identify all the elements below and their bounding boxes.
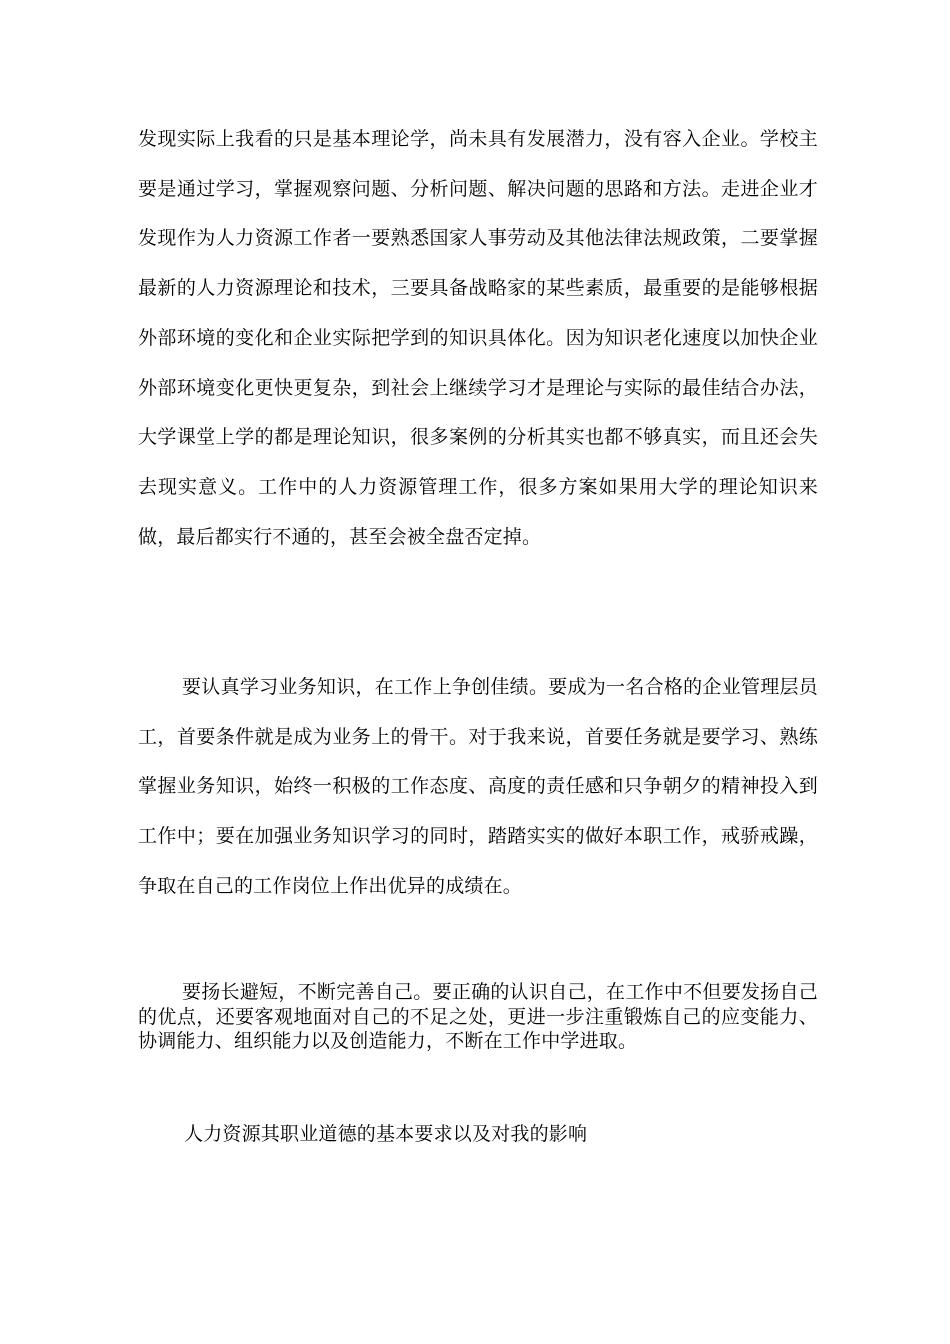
paragraph-2: 要认真学习业务知识，在工作上争创佳绩。要成为一名合格的企业管理层员工，首要条件就是成为业务上的骨干。对于我来说，首要任务就是要学习、熟练掌握业务知识，始终一积极的工作态度、高度的责任感和只争朝夕的精神投入到工作中；要在加强业务知识学习的同时，踏踏实实的做好本职工作，戒骄戒躁，争取在自己的工作岗位上作出优异的成绩在。: [138, 676, 818, 897]
paragraph-1: 发现实际上我看的只是基本理论学，尚未具有发展潜力，没有容入企业。学校主要是通过学习，掌握观察问题、分析问题、解决问题的思路和方法。走进企业才发现作为人力资源工作者一要熟悉国家人事劳动及其他法律法规政策，二要掌握最新的人力资源理论和技术，三要具备战略家的某些素质，最重要的是能够根据外部环境的变化和企业实际把学到的知识具体化。因为知识老化速度以加快企业外部环境变化更快更复杂，到社会上继续学习才是理论与实际的最佳结合办法，大学课堂上学的都是理论知识，很多案例的分析其实也都不够真实，而且还会失去现实意义。工作中的人力资源管理工作，很多方案如果用大学的理论知识来做，最后都实行不通的，甚至会被全盘否定掉。: [138, 128, 818, 548]
paragraph-3: 要扬长避短，不断完善自己。要正确的认识自己，在工作中不但要发扬自己的优点，还要客观地面对自己的不足之处，更进一步注重锻炼自己的应变能力、协调能力、组织能力以及创造能力，不断在工作中学进取。: [138, 981, 818, 1052]
section-heading: 人力资源其职业道德的基本要求以及对我的影响: [184, 1123, 588, 1145]
